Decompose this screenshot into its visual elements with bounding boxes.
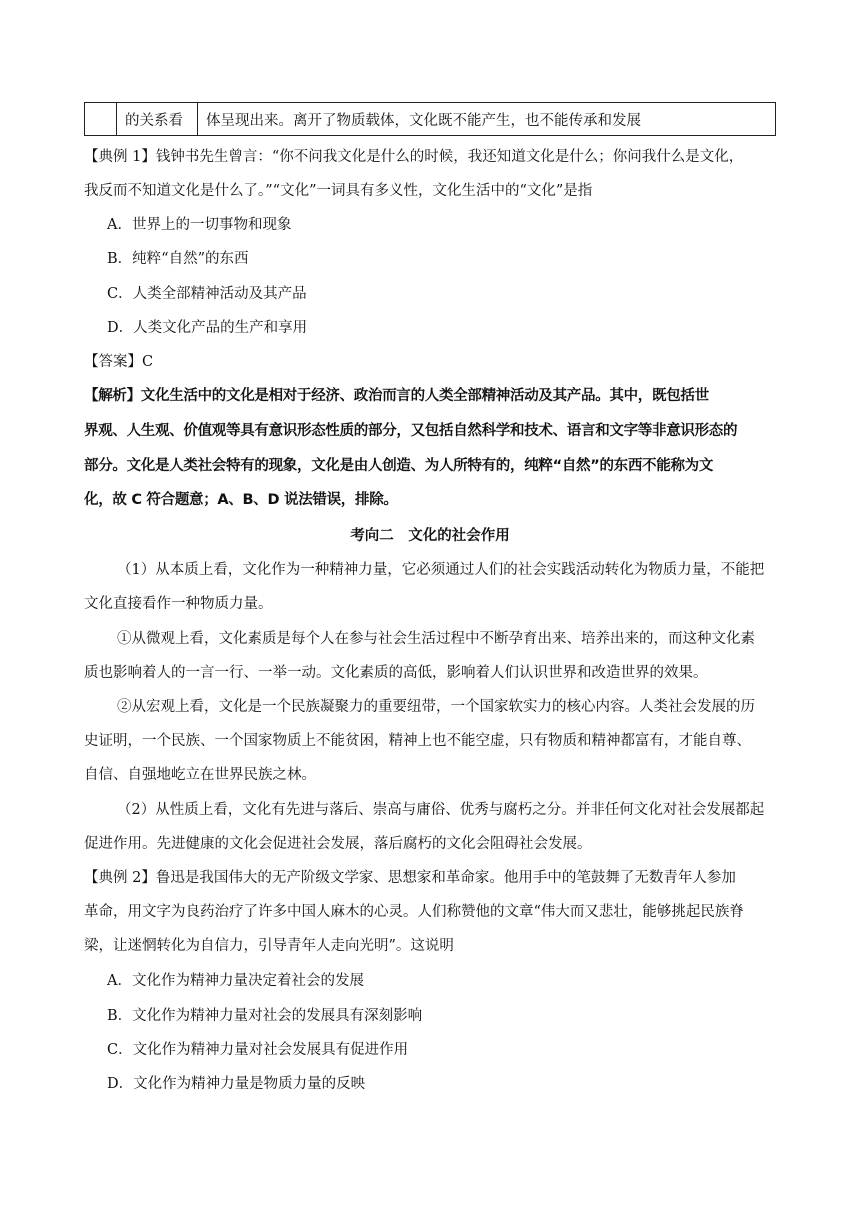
example2-option-d: D．文化作为精神力量是物质力量的反映: [107, 1076, 366, 1092]
example1-analysis-line2: 界观、人生观、价值观等具有意识形态性质的部分，又包括自然科学和技术、语言和文字等非意识形态的: [84, 423, 738, 439]
example1-analysis-line3: 部分。文化是人类社会特有的现象，文化是由人创造、为人所特有的，纯粹“自然”的东西不能称为文: [84, 458, 714, 474]
example1-option-d: D．人类文化产品的生产和享用: [107, 320, 308, 336]
example2-option-c: C．文化作为精神力量对社会发展具有促进作用: [107, 1042, 409, 1058]
paragraph2-line1: ①从微观上看，文化素质是每个人在参与社会生活过程中不断孕育出来、培养出来的，而这种文化素: [117, 631, 755, 647]
table-cell-content: 体呈现出来。离开了物质载体，文化既不能产生，也不能传承和发展: [206, 112, 641, 129]
example1-stem-line1: 【典例 1】钱钟书先生曾言：“你不问我文化是什么的时候，我还知道文化是什么；你问我什么是文化，: [84, 149, 744, 165]
example2-option-a: A．文化作为精神力量决定着社会的发展: [107, 973, 364, 989]
paragraph4-line2: 促进作用。先进健康的文化会促进社会发展，落后腐朽的文化会阻碍社会发展。: [84, 836, 592, 852]
example2-stem-line1: 【典例 2】鲁迅是我国伟大的无产阶级文学家、思想家和革命家。他用手中的笔鼓舞了无数青年人参加: [84, 870, 736, 886]
section-title: 考向二 文化的社会作用: [350, 528, 510, 544]
example1-analysis-line4: 化，故 C 符合题意；A、B、D 说法错误，排除。: [84, 492, 398, 508]
example1-stem-line2: 我反而不知道文化是什么了。”“文化”一词具有多义性，文化生活中的“文化”是指: [84, 183, 593, 199]
table-row: [84, 102, 776, 136]
example2-option-b: B．文化作为精神力量对社会的发展具有深刻影响: [107, 1008, 423, 1024]
example1-option-b: B．纯粹“自然”的东西: [107, 251, 249, 267]
table-cell-empty: [85, 103, 117, 135]
paragraph3-line1: ②从宏观上看，文化是一个民族凝聚力的重要纽带，一个国家软实力的核心内容。人类社会发展的历: [117, 699, 755, 715]
example1-option-a: A．世界上的一切事物和现象: [107, 217, 292, 233]
example2-stem-line3: 梁，让迷惘转化为自信力，引导青年人走向光明”。这说明: [84, 938, 454, 954]
example2-stem-line2: 革命，用文字为良药治疗了许多中国人麻木的心灵。人们称赞他的文章“伟大而又悲壮，能够挑起民族脊: [84, 904, 744, 920]
example1-option-c: C．人类全部精神活动及其产品: [107, 286, 307, 302]
paragraph3-line2: 史证明，一个民族、一个国家物质上不能贫困，精神上也不能空虚，只有物质和精神都富有，才能自尊、: [84, 733, 751, 749]
paragraph3-line3: 自信、自强地屹立在世界民族之林。: [84, 767, 316, 783]
table-cell-aspect: 的关系看: [117, 103, 198, 135]
example1-analysis-line1: 【解析】文化生活中的文化是相对于经济、政治而言的人类全部精神活动及其产品。其中，既包括世: [84, 388, 709, 404]
paragraph4-line1: （2）从性质上看，文化有先进与落后、崇高与庸俗、优秀与腐朽之分。并非任何文化对社会发展都起: [117, 802, 765, 818]
example1-answer: 【答案】C: [84, 354, 154, 370]
paragraph1-line1: （1）从本质上看，文化作为一种精神力量，它必须通过人们的社会实践活动转化为物质力量，不能把: [117, 562, 765, 578]
paragraph2-line2: 质也影响着人的一言一行、一举一动。文化素质的高低，影响着人们认识世界和改造世界的效果。: [84, 665, 708, 681]
paragraph1-line2: 文化直接看作一种物质力量。: [84, 596, 273, 612]
